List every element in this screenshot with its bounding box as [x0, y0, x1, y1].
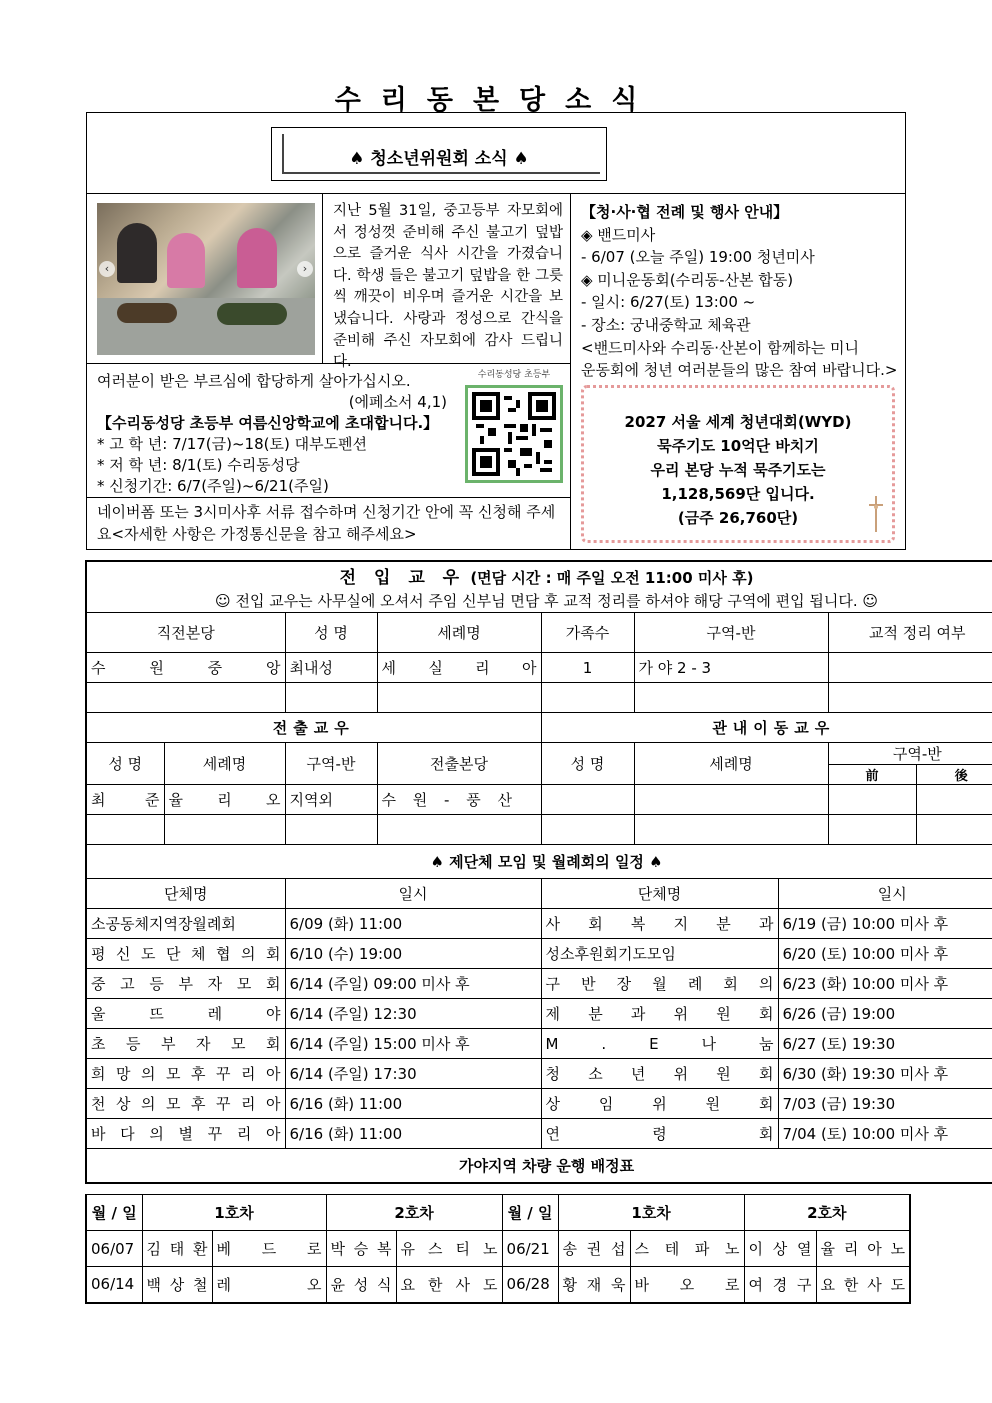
vehicle-title: 가야지역 차량 운행 배정표 — [86, 1149, 992, 1183]
youth-header-frame — [271, 127, 607, 181]
col-header: 직전본당 — [86, 613, 285, 653]
driver-name: 박 승 복 — [326, 1231, 396, 1267]
chevron-right-icon[interactable]: › — [297, 261, 313, 277]
table-cell — [164, 815, 285, 845]
table-cell: 가 야 2 - 3 — [634, 653, 828, 683]
meeting-time: 6/09 (화) 11:00 — [285, 909, 541, 939]
group-name: 연 령 회 — [541, 1119, 778, 1149]
col-header: 1호차 — [142, 1195, 326, 1231]
meetings-title: ♠ 제단체 모임 및 월례회의 일정 ♠ — [86, 845, 992, 879]
youth-header: ♠ 청소년위원회 소식 ♠ — [349, 149, 529, 169]
table-cell — [634, 785, 828, 815]
table-cell — [828, 683, 992, 713]
baptismal-name: 유 스 티 노 — [396, 1231, 502, 1267]
meeting-time: 6/26 (금) 19:00 — [778, 999, 992, 1029]
meeting-time: 7/04 (토) 10:00 미사 후 — [778, 1119, 992, 1149]
table-cell — [828, 785, 916, 815]
table-cell: 수 원 - 풍 산 — [377, 785, 541, 815]
table-row — [86, 969, 992, 999]
notice-line: 운동회에 청년 여러분들의 많은 참여 바랍니다.> — [581, 361, 898, 380]
col-header: 1호차 — [558, 1195, 744, 1231]
notice-line: - 장소: 궁내중학교 체육관 — [581, 315, 751, 334]
driver-name: 여 경 구 — [744, 1267, 816, 1303]
group-name: 제 분 과 위 원 회 — [541, 999, 778, 1029]
baptismal-name: 베 드 로 — [212, 1231, 326, 1267]
meeting-time: 6/23 (화) 10:00 미사 후 — [778, 969, 992, 999]
col-header: 前 — [828, 765, 916, 785]
date-cell: 06/07 — [86, 1231, 142, 1267]
group-name: 중 고 등 부 자 모 회 — [86, 969, 285, 999]
rosary-line: (금주 26,760단) — [677, 509, 799, 527]
baptismal-name: 요 한 사 도 — [816, 1267, 910, 1303]
table-cell: 최내성 — [285, 653, 377, 683]
page-title: 수리동본당소식 — [334, 85, 658, 116]
summer-school-invite — [97, 371, 447, 497]
col-header: 월 / 일 — [502, 1195, 558, 1231]
table-cell — [86, 683, 285, 713]
meeting-time: 7/03 (금) 19:30 — [778, 1089, 992, 1119]
table-row — [86, 1089, 992, 1119]
meeting-time: 6/14 (주일) 17:30 — [285, 1059, 541, 1089]
qr-block — [459, 367, 569, 495]
group-name: 성소후원회기도모임 — [541, 939, 778, 969]
table-row — [86, 1029, 992, 1059]
col-header: 구역-반 — [828, 743, 992, 765]
table-row — [86, 1267, 910, 1303]
vehicle-table — [85, 1194, 911, 1304]
youth-committee-section — [86, 112, 906, 550]
newcomers-subtitle: ☺ 전입 교우는 사무실에 오셔서 주임 신부님 면담 후 교적 정리를 하셔야 해당 구역에 편입 됩니다. ☺ — [86, 588, 992, 613]
crucifix-icon — [866, 494, 886, 534]
group-name: 바 다 의 별 꾸 리 아 — [86, 1119, 285, 1149]
group-name: 구 반 장 월 례 회 의 — [541, 969, 778, 999]
group-name: 희 망 의 모 후 꾸 리 아 — [86, 1059, 285, 1089]
table-cell — [285, 815, 377, 845]
table-cell: 최 준 — [86, 785, 164, 815]
col-header: 일시 — [778, 879, 992, 909]
group-name: 천 상 의 모 후 꾸 리 아 — [86, 1089, 285, 1119]
notice-line: - 6/07 (오늘 주일) 19:00 청년미사 — [581, 248, 815, 267]
divider — [87, 193, 905, 194]
meeting-time: 6/10 (수) 19:00 — [285, 939, 541, 969]
table-row — [86, 1059, 992, 1089]
meeting-time: 6/16 (화) 11:00 — [285, 1119, 541, 1149]
table-row — [86, 909, 992, 939]
qr-label: 수리동성당 초등부 — [477, 370, 551, 380]
call-line: * 저 학 년: 8/1(토) 수리동성당 — [97, 456, 300, 474]
call-line: * 신청기간: 6/7(주일)~6/21(주일) — [97, 477, 329, 495]
col-header: 월 / 일 — [86, 1195, 142, 1231]
col-header: 단체명 — [541, 879, 778, 909]
table-row — [86, 1119, 992, 1149]
group-name: 청 소 년 위 원 회 — [541, 1059, 778, 1089]
meeting-time: 6/14 (주일) 12:30 — [285, 999, 541, 1029]
notice-line: 【청·사·협 전례 및 행사 안내】 — [581, 203, 789, 221]
group-name: 소공동체지역장월례회 — [86, 909, 285, 939]
baptismal-name: 레 오 — [212, 1267, 326, 1303]
notice-line: ◈ 미니운동회(수리동-산본 합동) — [581, 270, 794, 289]
table-cell — [916, 815, 992, 845]
table-cell — [916, 785, 992, 815]
rosary-text — [584, 410, 892, 530]
rosary-line: 1,128,569단 입니다. — [661, 485, 815, 503]
meeting-time: 6/30 (화) 19:30 미사 후 — [778, 1059, 992, 1089]
youth-story: 지난 5월 31일, 중고등부 자모회에서 정성껏 준비해 주신 불고기 덮밥 으로 즐거운 식사 시간을 가졌습니다. 학생 들은 불고기 덮밥을 한 그릇씩 깨끗이 비우며 즐거운 시간을 보냈습니다. 사랑과 정성으로 간식을 준비해 주신 자모회에 감사 드립니다. — [333, 203, 563, 371]
col-header: 세례명 — [634, 743, 828, 785]
meeting-time: 6/14 (주일) 15:00 미사 후 — [285, 1029, 541, 1059]
divider — [87, 497, 570, 498]
date-cell: 06/14 — [86, 1267, 142, 1303]
divider — [322, 193, 323, 363]
col-header: 구역-반 — [634, 613, 828, 653]
group-name: M . E 나 눔 — [541, 1029, 778, 1059]
baptismal-name: 스 테 파 노 — [630, 1231, 744, 1267]
group-name: 평 신 도 단 체 협 의 회 — [86, 939, 285, 969]
table-cell — [828, 653, 992, 683]
call-line: 여러분이 받은 부르심에 합당하게 살아가십시오. — [97, 372, 411, 390]
notice-line: - 일시: 6/27(토) 13:00 ~ — [581, 293, 756, 312]
col-header: 2호차 — [744, 1195, 910, 1231]
notice-line: <밴드미사와 수리동·산본이 함께하는 미니 — [581, 338, 859, 357]
col-header: 2호차 — [326, 1195, 502, 1231]
baptismal-name: 요 한 사 도 — [396, 1267, 502, 1303]
table-row — [86, 1231, 910, 1267]
qr-code[interactable] — [465, 385, 563, 483]
col-header: 일시 — [285, 879, 541, 909]
rosary-box — [581, 385, 895, 543]
newcomers-title-cell — [86, 561, 992, 588]
driver-name: 황 재 욱 — [558, 1267, 630, 1303]
call-line: (에페소서 4,1) — [348, 393, 447, 411]
rosary-line: 우리 본당 누적 묵주기도는 — [650, 461, 826, 479]
table-cell: 지역외 — [285, 785, 377, 815]
date-cell: 06/21 — [502, 1231, 558, 1267]
table-cell — [377, 683, 541, 713]
meeting-time: 6/14 (주일) 09:00 미사 후 — [285, 969, 541, 999]
table-cell — [828, 815, 916, 845]
group-name: 초 등 부 자 모 회 — [86, 1029, 285, 1059]
driver-name: 윤 성 식 — [326, 1267, 396, 1303]
driver-name: 김 태 환 — [142, 1231, 212, 1267]
transfer-out-title: 전출교우 — [86, 713, 541, 743]
date-cell: 06/28 — [502, 1267, 558, 1303]
table-cell: 세 실 리 아 — [377, 653, 541, 683]
col-header: 가족수 — [541, 613, 634, 653]
table-cell — [377, 815, 541, 845]
driver-name: 이 상 열 — [744, 1231, 816, 1267]
table-cell: 1 — [541, 653, 634, 683]
col-header: 단체명 — [86, 879, 285, 909]
driver-name: 백 상 철 — [142, 1267, 212, 1303]
group-name: 사 회 복 지 분 과 — [541, 909, 778, 939]
col-header: 성 명 — [86, 743, 164, 785]
cooking-photo — [97, 203, 315, 355]
col-header: 後 — [916, 765, 992, 785]
group-name: 상 임 위 원 회 — [541, 1089, 778, 1119]
call-line: 【수리동성당 초등부 여름신앙학교에 초대합니다.】 — [97, 414, 439, 432]
baptismal-name: 율 리 아 노 — [816, 1231, 910, 1267]
col-header: 세례명 — [377, 613, 541, 653]
table-cell — [541, 815, 634, 845]
col-header: 전출본당 — [377, 743, 541, 785]
notice-line: ◈ 밴드미사 — [581, 225, 656, 244]
table-cell: 율 리 오 — [164, 785, 285, 815]
table-cell: 수 원 중 앙 — [86, 653, 285, 683]
table-cell — [541, 785, 634, 815]
table-cell — [634, 683, 828, 713]
rosary-line: 2027 서울 세계 청년대회(WYD) — [624, 413, 852, 431]
table-cell — [86, 815, 164, 845]
table-cell — [634, 815, 828, 845]
parish-tables — [85, 560, 992, 1184]
col-header: 구역-반 — [285, 743, 377, 785]
table-row — [86, 939, 992, 969]
col-header: 세례명 — [164, 743, 285, 785]
newcomers-note: (면담 시간 : 매 주일 오전 11:00 미사 후) — [465, 568, 754, 587]
divider — [570, 193, 571, 549]
meeting-time: 6/20 (토) 10:00 미사 후 — [778, 939, 992, 969]
table-cell — [541, 683, 634, 713]
col-header: 성 명 — [285, 613, 377, 653]
table-row — [86, 999, 992, 1029]
col-header: 성 명 — [541, 743, 634, 785]
meeting-time: 6/19 (금) 10:00 미사 후 — [778, 909, 992, 939]
driver-name: 송 권 섭 — [558, 1231, 630, 1267]
application-note: 네이버폼 또는 3시미사후 서류 접수하며 신청기간 안에 꼭 신청해 주세요<자세한 사항은 가정통신문을 참고 해주세요> — [97, 503, 556, 543]
chevron-left-icon[interactable]: ‹ — [99, 261, 115, 277]
meeting-time: 6/27 (토) 19:30 — [778, 1029, 992, 1059]
internal-move-title: 관내이동교우 — [541, 713, 992, 743]
youth-notice — [581, 201, 901, 382]
call-line: * 고 학 년: 7/17(금)~18(토) 대부도펜션 — [97, 435, 368, 453]
newcomers-title: 전 입 교 우 — [339, 567, 466, 588]
meetings-rows — [86, 909, 992, 1149]
rosary-line: 묵주기도 10억단 바치기 — [657, 437, 819, 455]
baptismal-name: 바 오 로 — [630, 1267, 744, 1303]
col-header: 교적 정리 여부 — [828, 613, 992, 653]
group-name: 울 뜨 레 야 — [86, 999, 285, 1029]
table-cell — [285, 683, 377, 713]
meeting-time: 6/16 (화) 11:00 — [285, 1089, 541, 1119]
